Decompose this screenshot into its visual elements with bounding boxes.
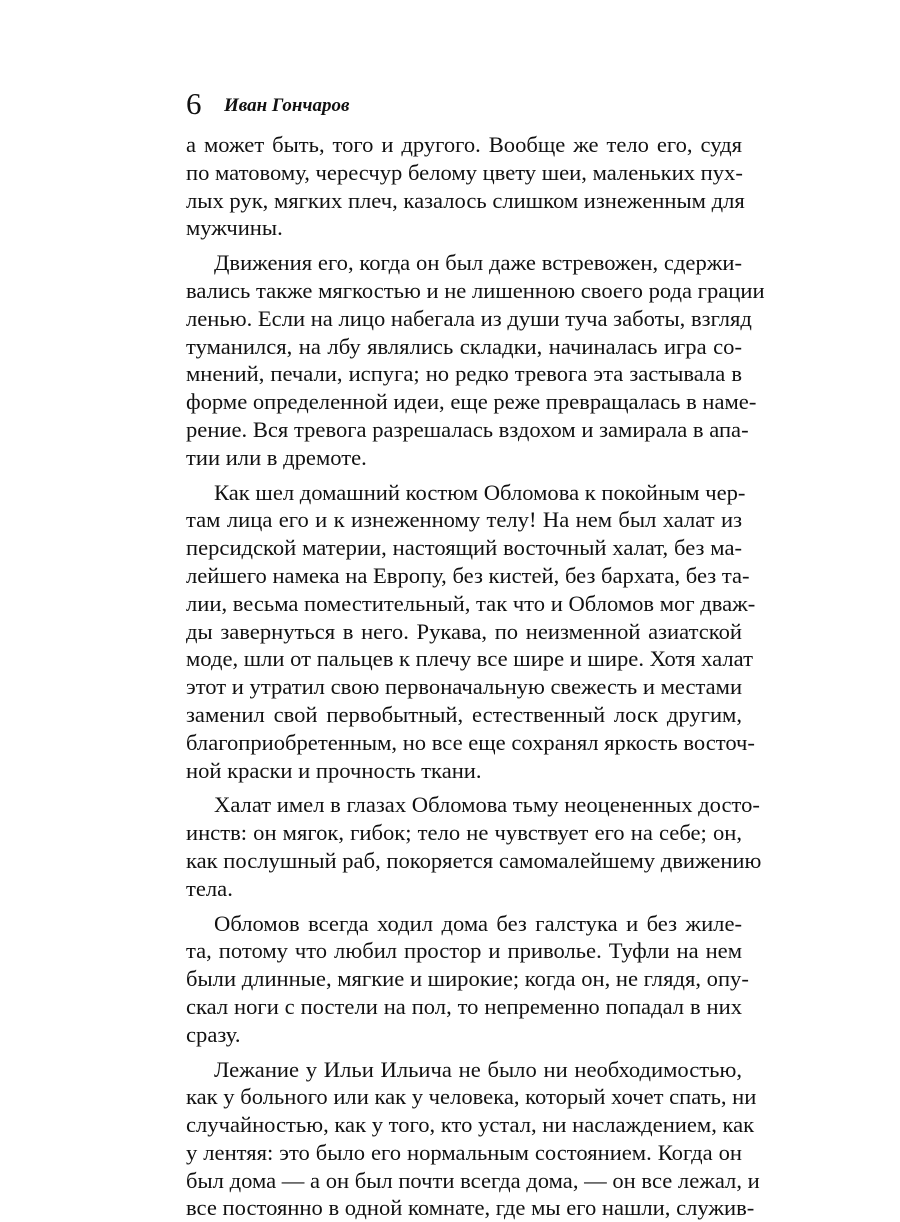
text-line: тела. [186, 875, 742, 903]
text-line: рение. Вся тревога разрешалась вздохом и замирала в апа- [186, 416, 742, 444]
text-line: все постоянно в одной комнате, где мы его нашли, служив- [186, 1194, 742, 1222]
text-line: Как шел домашний костюм Обломова к покойным чер- [186, 479, 742, 507]
text-line: благоприобретенным, но все еще сохранял яркость восточ- [186, 729, 742, 757]
page-number: 6 [186, 86, 202, 122]
paragraph [186, 479, 742, 785]
text-line: как у больного или как у человека, который хочет спать, ни [186, 1083, 742, 1111]
text-line: случайностью, как у того, кто устал, ни наслаждением, как [186, 1111, 742, 1139]
body-text [186, 131, 742, 1222]
text-line: этот и утратил свою первоначальную свежесть и местами [186, 673, 742, 701]
text-line: тии или в дремоте. [186, 444, 742, 472]
text-line: там лица его и к изнеженному телу! На нем был халат из [186, 506, 742, 534]
paragraph [186, 1056, 742, 1222]
text-line: лых рук, мягких плеч, казалось слишком изнеженным для [186, 187, 742, 215]
text-line: были длинные, мягкие и широкие; когда он, не глядя, опу- [186, 965, 742, 993]
text-line: та, потому что любил простор и приволье. Туфли на нем [186, 937, 742, 965]
paragraph [186, 910, 742, 1049]
running-head [186, 86, 746, 126]
text-line: Обломов всегда ходил дома без галстука и без жиле- [186, 910, 742, 938]
text-line: моде, шли от пальцев к плечу все шире и шире. Хотя халат [186, 645, 742, 673]
text-line: как послушный раб, покоряется самомалейшему движению [186, 847, 742, 875]
text-line: персидской материи, настоящий восточный халат, без ма- [186, 534, 742, 562]
text-line: Халат имел в глазах Обломова тьму неоцененных досто- [186, 791, 742, 819]
text-line: лии, весьма поместительный, так что и Обломов мог дваж- [186, 590, 742, 618]
paragraph [186, 249, 742, 471]
text-line: сразу. [186, 1021, 742, 1049]
text-line: туманился, на лбу являлись складки, начиналась игра со- [186, 333, 742, 361]
text-line: у лентяя: это было его нормальным состоянием. Когда он [186, 1139, 742, 1167]
text-line: скал ноги с постели на пол, то непременно попадал в них [186, 993, 742, 1021]
text-line: а может быть, того и другого. Вообще же тело его, судя [186, 131, 742, 159]
text-line: форме определенной идеи, еще реже превращалась в наме- [186, 388, 742, 416]
text-line: по матовому, чересчур белому цвету шеи, маленьких пух- [186, 159, 742, 187]
text-line: инств: он мягок, гибок; тело не чувствует его на себе; он, [186, 819, 742, 847]
text-line: ленью. Если на лицо набегала из души туча заботы, взгляд [186, 305, 742, 333]
text-line: Движения его, когда он был даже встревожен, сдержи- [186, 249, 742, 277]
author-name: Иван Гончаров [224, 94, 349, 118]
text-line: лейшего намека на Европу, без кистей, без бархата, без та- [186, 562, 742, 590]
text-line: вались также мягкостью и не лишенною своего рода грации [186, 277, 742, 305]
paragraph [186, 131, 742, 242]
text-line: мнений, печали, испуга; но редко тревога эта застывала в [186, 360, 742, 388]
text-line: мужчины. [186, 214, 742, 242]
text-line: ной краски и прочность ткани. [186, 757, 742, 785]
text-line: Лежание у Ильи Ильича не было ни необходимостью, [186, 1056, 742, 1084]
text-line: заменил свой первобытный, естественный лоск другим, [186, 701, 742, 729]
text-line: был дома — а он был почти всегда дома, — он все лежал, и [186, 1167, 742, 1195]
text-line: ды завернуться в него. Рукава, по неизменной азиатской [186, 618, 742, 646]
paragraph [186, 791, 742, 902]
